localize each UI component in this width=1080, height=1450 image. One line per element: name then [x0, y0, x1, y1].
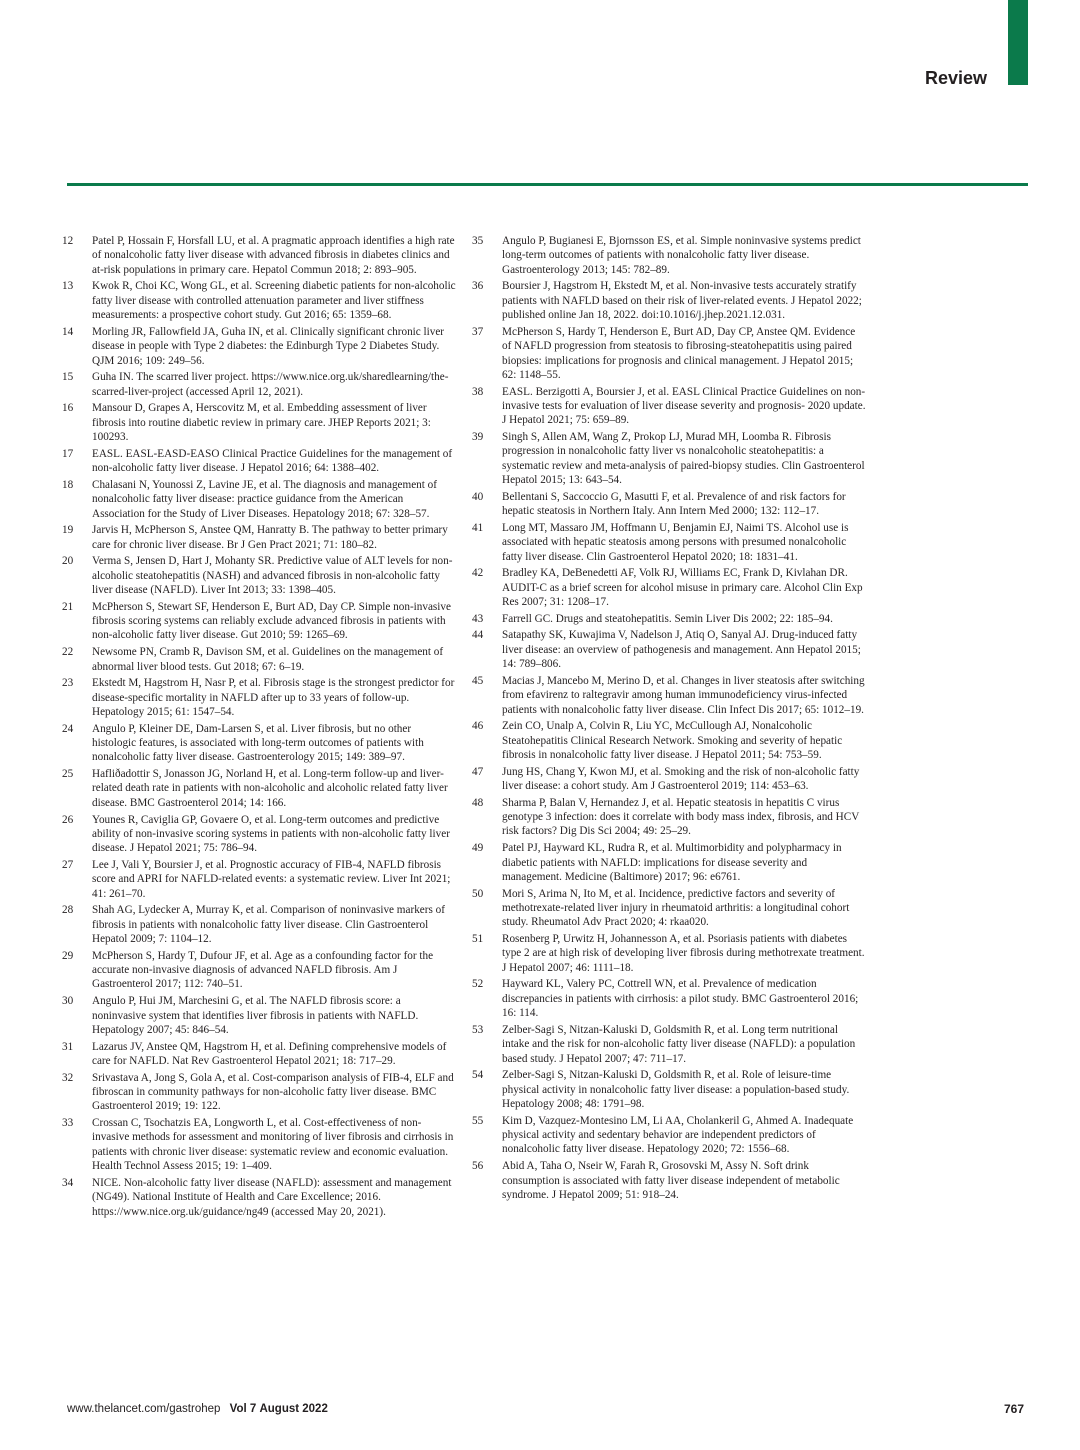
reference-item [62, 1176, 457, 1219]
reference-number: 56 [472, 1160, 484, 1173]
reference-text: Crossan C, Tsochatzis EA, Longworth L, et al. Cost-effectiveness of non-invasive methods for assessment and monitoring of liver fibrosis and cirrhosis in patients with chronic liver disease: systematic review and economic evaluation. Health Technol Assess 2015; 19: 1–409. [92, 1117, 454, 1173]
reference-item [472, 932, 867, 975]
reference-item [62, 994, 457, 1037]
reference-number: 15 [62, 371, 74, 384]
reference-item [62, 523, 457, 552]
reference-number: 53 [472, 1023, 484, 1036]
reference-item [62, 600, 457, 643]
reference-item [472, 841, 867, 884]
volume: Vol 7 [229, 1403, 257, 1415]
issue-date: August 2022 [259, 1403, 328, 1415]
reference-text: Singh S, Allen AM, Wang Z, Prokop LJ, Murad MH, Loomba R. Fibrosis progression in nonalcoholic fatty liver vs nonalcoholic steatohepatitis: a systematic review and meta-analysis of paired-biopsy studies. Clin Gastroenterol Hepatol 2015; 13: 643–54. [502, 431, 865, 487]
reference-number: 41 [472, 521, 484, 534]
references-column-right [472, 234, 867, 1205]
reference-item [62, 325, 457, 368]
reference-text: Mori S, Arima N, Ito M, et al. Incidence, predictive factors and severity of methotrexate-related liver injury in rheumatoid arthritis: a longitudinal cohort study. Rheumatol Adv Pract 2020; 4: rkaa020. [502, 887, 850, 929]
reference-number: 17 [62, 447, 74, 460]
reference-item [472, 430, 867, 487]
reference-text: Angulo P, Bugianesi E, Bjornsson ES, et al. Simple noninvasive systems predict long-term outcomes of patients with nonalcoholic fatty liver disease. Gastroenterology 2013; 145: 782–89. [502, 235, 861, 276]
reference-text: Patel P, Hossain F, Horsfall LU, et al. A pragmatic approach identifies a high rate of nonalcoholic fatty liver disease with advanced fibrosis in diabetes clinics and at-risk populations in primary care. Hepatol Commun 2018; 2: 893–905. [92, 235, 455, 276]
reference-item [472, 279, 867, 322]
reference-text: Srivastava A, Jong S, Gola A, et al. Cost-comparison analysis of FIB-4, ELF and fibroscan in community pathways for non-alcoholic fatty liver disease. BMC Gastroenterol 2019; 19: 122. [92, 1071, 454, 1113]
reference-number: 22 [62, 646, 74, 659]
reference-item [472, 628, 867, 671]
section-label: Review [924, 68, 987, 88]
reference-number: 30 [62, 995, 74, 1008]
reference-text: Kim D, Vazquez-Montesino LM, Li AA, Cholankeril G, Ahmed A. Inadequate physical activity and sedentary behavior are independent predictors of nonalcoholic fatty liver disease. Hepatology 2020; 72: 1556–68. [502, 1114, 854, 1156]
reference-number: 46 [472, 720, 484, 733]
reference-text: Zein CO, Unalp A, Colvin R, Liu YC, McCullough AJ, Nonalcoholic Steatohepatitis Clinical Research Network. Smoking and severity of hepatic fibrosis in nonalcoholic fatty liver disease. J Hepatol 2011; 54: 753–59. [502, 720, 843, 761]
reference-text: NICE. Non-alcoholic fatty liver disease (NAFLD): assessment and management (NG49). National Institute of Health and Care Excellence; 2016. https://www.nice.org.uk/guidance/ng49 (accessed May 20, 2021). [92, 1176, 452, 1218]
reference-text: EASL. EASL-EASD-EASO Clinical Practice Guidelines for the management of non-alcoholic fatty liver disease. J Hepatol 2016; 64: 1388–402. [92, 447, 453, 475]
reference-text: Mansour D, Grapes A, Herscovitz M, et al. Embedding assessment of liver fibrosis into routine diabetic review in primary care. JHEP Reports 2021; 3: 100293. [92, 402, 431, 444]
reference-item [472, 1114, 867, 1157]
reference-item [62, 554, 457, 597]
reference-text: Morling JR, Fallowfield JA, Guha IN, et al. Clinically significant chronic liver disease in people with Type 2 diabetes: the Edinburgh Type 2 Diabetes Study. QJM 2016; 109: 249–56. [92, 325, 445, 367]
reference-item [472, 490, 867, 519]
reference-item [472, 1159, 867, 1202]
reference-number: 18 [62, 478, 74, 491]
reference-number: 35 [472, 235, 484, 247]
reference-text: Satapathy SK, Kuwajima V, Nadelson J, Atiq O, Sanyal AJ. Drug-induced fatty liver disease: an overview of pathogenesis and management. Ann Hepatol 2015; 14: 789–806. [502, 629, 861, 671]
reference-number: 26 [62, 813, 74, 826]
reference-number: 40 [472, 490, 484, 503]
journal-url[interactable]: www.thelancet.com/gastrohep [67, 1403, 221, 1415]
reference-text: Hayward KL, Valery PC, Cottrell WN, et al. Prevalence of medication discrepancies in patients with cirrhosis: a pilot study. BMC Gastroenterol 2016; 16: 114. [502, 978, 859, 1020]
reference-text: Chalasani N, Younossi Z, Lavine JE, et al. The diagnosis and management of nonalcoholic fatty liver disease: practice guidance from the American Association for the Study of Liver Diseases. Hepatology 2018; 67: 328–57. [92, 478, 437, 520]
reference-item [62, 858, 457, 901]
reference-text: Kwok R, Choi KC, Wong GL, et al. Screening diabetic patients for non-alcoholic fatty liver disease with controlled attenuation parameter and liver stiffness measurements: a prospective cohort study. Gut 2016; 65: 1359–68. [92, 280, 456, 322]
reference-number: 31 [62, 1040, 74, 1053]
reference-item [62, 813, 457, 856]
reference-number: 27 [62, 858, 74, 871]
reference-number: 29 [62, 949, 74, 962]
reference-item [472, 674, 867, 717]
reference-text: Sharma P, Balan V, Hernandez J, et al. Hepatic steatosis in hepatitis C virus genotype 3 infection: does it correlate with body mass index, fibrosis, and HCV risk factors? Dig Dis Sci 2004; 49: 25–29. [502, 796, 860, 838]
reference-item [62, 370, 457, 399]
reference-item [472, 385, 867, 428]
reference-item [62, 1040, 457, 1069]
page-footer [67, 1403, 328, 1415]
reference-item [472, 796, 867, 839]
reference-number: 39 [472, 431, 484, 444]
reference-text: Verma S, Jensen D, Hart J, Mohanty SR. Predictive value of ALT levels for non-alcoholic steatohepatitis (NASH) and advanced fibrosis in non-alcoholic fatty liver disease (NAFLD). Liver Int 2013; 33: 1398–405. [92, 555, 453, 597]
reference-number: 32 [62, 1071, 74, 1084]
reference-text: Bradley KA, DeBenedetti AF, Volk RJ, Williams EC, Frank D, Kivlahan DR. AUDIT-C as a brief screen for alcohol misuse in primary care. Alcohol Clin Exp Res 2007; 31: 1208–17. [502, 567, 863, 608]
reference-number: 25 [62, 768, 74, 781]
reference-item [472, 1023, 867, 1066]
references-column-left [62, 234, 457, 1221]
reference-item [62, 279, 457, 322]
reference-number: 12 [62, 235, 74, 247]
reference-number: 38 [472, 385, 484, 398]
reference-text: McPherson S, Stewart SF, Henderson E, Burt AD, Day CP. Simple non-invasive fibrosis scoring systems can reliably exclude advanced fibrosis in patients with non-alcoholic fatty liver disease. Gut 2010; 59: 1265–69. [92, 600, 451, 642]
reference-number: 33 [62, 1117, 74, 1130]
reference-text: Hafliðadottir S, Jonasson JG, Norland H, et al. Long-term follow-up and liver-related death rate in patients with non-alcoholic and alcoholic related fatty liver disease. BMC Gastroenterol 2014; 14: 166. [92, 768, 448, 809]
reference-text: Farrell GC. Drugs and steatohepatitis. Semin Liver Dis 2002; 22: 185–94. [502, 612, 833, 625]
reference-item [62, 767, 457, 810]
reference-text: Boursier J, Hagstrom H, Ekstedt M, et al. Non-invasive tests accurately stratify patients with NAFLD based on their risk of liver-related events. J Hepatol 2022; published online Jan 18, 2022. doi:10.1016/j.jhep.2021.12.031. [502, 280, 862, 322]
reference-text: Shah AG, Lydecker A, Murray K, et al. Comparison of noninvasive markers of fibrosis in patients with nonalcoholic fatty liver disease. Clin Gastroenterol Hepatol 2009; 7: 1104–12. [92, 904, 445, 946]
reference-number: 49 [472, 842, 484, 855]
reference-item [62, 1071, 457, 1114]
reference-number: 28 [62, 904, 74, 917]
reference-text: Guha IN. The scarred liver project. https://www.nice.org.uk/sharedlearning/the-scarred-liver-project (accessed April 12, 2021). [92, 371, 449, 398]
reference-item [472, 612, 867, 626]
reference-number: 55 [472, 1114, 484, 1127]
reference-text: Bellentani S, Saccoccio G, Masutti F, et al. Prevalence of and risk factors for hepatic steatosis in Northern Italy. Ann Intern Med 2000; 132: 112–17. [502, 490, 846, 518]
reference-text: Ekstedt M, Hagstrom H, Nasr P, et al. Fibrosis stage is the strongest predictor for disease-specific mortality in NAFLD after up to 33 years of follow-up. Hepatology 2015; 61: 1547–54. [92, 677, 455, 718]
reference-text: EASL. Berzigotti A, Boursier J, et al. EASL Clinical Practice Guidelines on non-invasive tests for evaluation of liver disease severity and prognosis- 2020 update. J Hepatol 2021; 75: 659–89. [502, 385, 866, 427]
reference-item [62, 1116, 457, 1173]
reference-text: Jung HS, Chang Y, Kwon MJ, et al. Smoking and the risk of non-alcoholic fatty liver disease: a cohort study. Am J Gastroenterol 2019; 114: 453–63. [502, 765, 860, 793]
reference-text: Angulo P, Hui JM, Marchesini G, et al. The NAFLD fibrosis score: a noninvasive system that identifies liver fibrosis in patients with NAFLD. Hepatology 2007; 45: 846–54. [92, 995, 419, 1036]
reference-item [472, 887, 867, 930]
reference-item [472, 521, 867, 564]
page-number: 767 [1003, 1402, 1024, 1416]
reference-text: Long MT, Massaro JM, Hoffmann U, Benjamin EJ, Naimi TS. Alcohol use is associated with hepatic steatosis among persons with presumed nonalcoholic fatty liver disease. Clin Gastroenterol Hepatol 2020; 18: 1831–41. [502, 521, 849, 563]
reference-number: 47 [472, 765, 484, 778]
reference-text: Zelber-Sagi S, Nitzan-Kaluski D, Goldsmith R, et al. Role of leisure-time physical activity in nonalcoholic fatty liver disease: a population-based study. Hepatology 2008; 48: 1791–98. [502, 1069, 850, 1111]
reference-number: 34 [62, 1176, 74, 1189]
reference-number: 20 [62, 555, 74, 568]
reference-number: 37 [472, 325, 484, 338]
reference-text: Lazarus JV, Anstee QM, Hagstrom H, et al. Defining comprehensive models of care for NAFLD. Nat Rev Gastroenterol Hepatol 2021; 18: 717–29. [92, 1040, 447, 1067]
reference-number: 16 [62, 402, 74, 415]
reference-text: Zelber-Sagi S, Nitzan-Kaluski D, Goldsmith R, et al. Long term nutritional intake and the risk for non-alcoholic fatty liver disease (NAFLD): a population based study. J Hepatol 2007; 47: 711–17. [502, 1023, 856, 1065]
reference-text: Newsome PN, Cramb R, Davison SM, et al. Guidelines on the management of abnormal liver blood tests. Gut 2018; 67: 6–19. [92, 646, 444, 673]
reference-text: Angulo P, Kleiner DE, Dam-Larsen S, et al. Liver fibrosis, but no other histologic features, is associated with long-term outcomes of patients with nonalcoholic fatty liver disease. Gastroenterology 2015; 149: 389–97. [92, 722, 424, 764]
reference-text: Patel PJ, Hayward KL, Rudra R, et al. Multimorbidity and polypharmacy in diabetic patients with NAFLD: implications for disease severity and management. Medicine (Baltimore) 2017; 96: e6761. [502, 842, 842, 883]
reference-number: 19 [62, 524, 74, 537]
reference-text: Abid A, Taha O, Nseir W, Farah R, Grosovski M, Assy N. Soft drink consumption is associated with fatty liver disease independent of metabolic syndrome. J Hepatol 2009; 51: 918–24. [502, 1160, 840, 1201]
reference-item [62, 949, 457, 992]
reference-number: 24 [62, 722, 74, 735]
reference-item [62, 447, 457, 476]
reference-text: Macias J, Mancebo M, Merino D, et al. Changes in liver steatosis after switching from efavirenz to raltegravir among human immunodeficiency virus-infected patients with nonalcoholic fatty liver disease. Clin Infect Dis 2017; 65: 1012–19. [502, 674, 865, 716]
reference-number: 23 [62, 677, 74, 690]
reference-item [472, 234, 867, 277]
reference-text: Rosenberg P, Urwitz H, Johannesson A, et al. Psoriasis patients with diabetes type 2 are at high risk of developing liver fibrosis during methotrexate treatment. J Hepatol 2007; 46: 1111–18. [502, 933, 865, 974]
reference-number: 14 [62, 325, 74, 338]
reference-item [472, 765, 867, 794]
reference-text: Younes R, Caviglia GP, Govaere O, et al. Long-term outcomes and predictive ability of non-invasive scoring systems in patients with non-alcoholic fatty liver disease. J Hepatol 2021; 75: 786–94. [92, 813, 450, 855]
reference-item [472, 566, 867, 609]
reference-number: 52 [472, 978, 484, 991]
reference-number: 21 [62, 600, 74, 613]
reference-item [472, 719, 867, 762]
reference-item [62, 234, 457, 277]
reference-number: 43 [472, 612, 484, 625]
reference-item [62, 645, 457, 674]
reference-text: McPherson S, Hardy T, Dufour JF, et al. Age as a confounding factor for the accurate non-invasive diagnosis of advanced NAFLD fibrosis. Am J Gastroenterol 2017; 112: 740–51. [92, 949, 434, 991]
reference-number: 45 [472, 674, 484, 687]
reference-item [62, 903, 457, 946]
reference-item [62, 722, 457, 765]
reference-text: McPherson S, Hardy T, Henderson E, Burt AD, Day CP, Anstee QM. Evidence of NAFLD progression from steatosis to fibrosing-steatohepatitis using paired biopsies: implications for prognosis and clinical management. J Hepatol 2015; 62: 1148–55. [502, 325, 856, 381]
reference-text: Lee J, Vali Y, Boursier J, et al. Prognostic accuracy of FIB-4, NAFLD fibrosis score and APRI for NAFLD-related events: a systematic review. Liver Int 2021; 41: 261–70. [92, 858, 451, 900]
reference-item [472, 325, 867, 382]
reference-number: 44 [472, 629, 484, 642]
reference-number: 54 [472, 1069, 484, 1082]
reference-item [472, 977, 867, 1020]
reference-number: 48 [472, 796, 484, 809]
reference-item [472, 1068, 867, 1111]
section-color-tab [1008, 0, 1028, 85]
reference-text: Jarvis H, McPherson S, Anstee QM, Hanratty B. The pathway to better primary care for chronic liver disease. Br J Gen Pract 2021; 71: 180–82. [92, 524, 448, 551]
reference-number: 50 [472, 887, 484, 900]
reference-number: 51 [472, 933, 484, 946]
reference-item [62, 401, 457, 444]
reference-number: 13 [62, 280, 74, 293]
reference-number: 42 [472, 567, 484, 580]
reference-item [62, 676, 457, 719]
reference-number: 36 [472, 280, 484, 293]
header-rule [67, 183, 1028, 186]
reference-item [62, 478, 457, 521]
